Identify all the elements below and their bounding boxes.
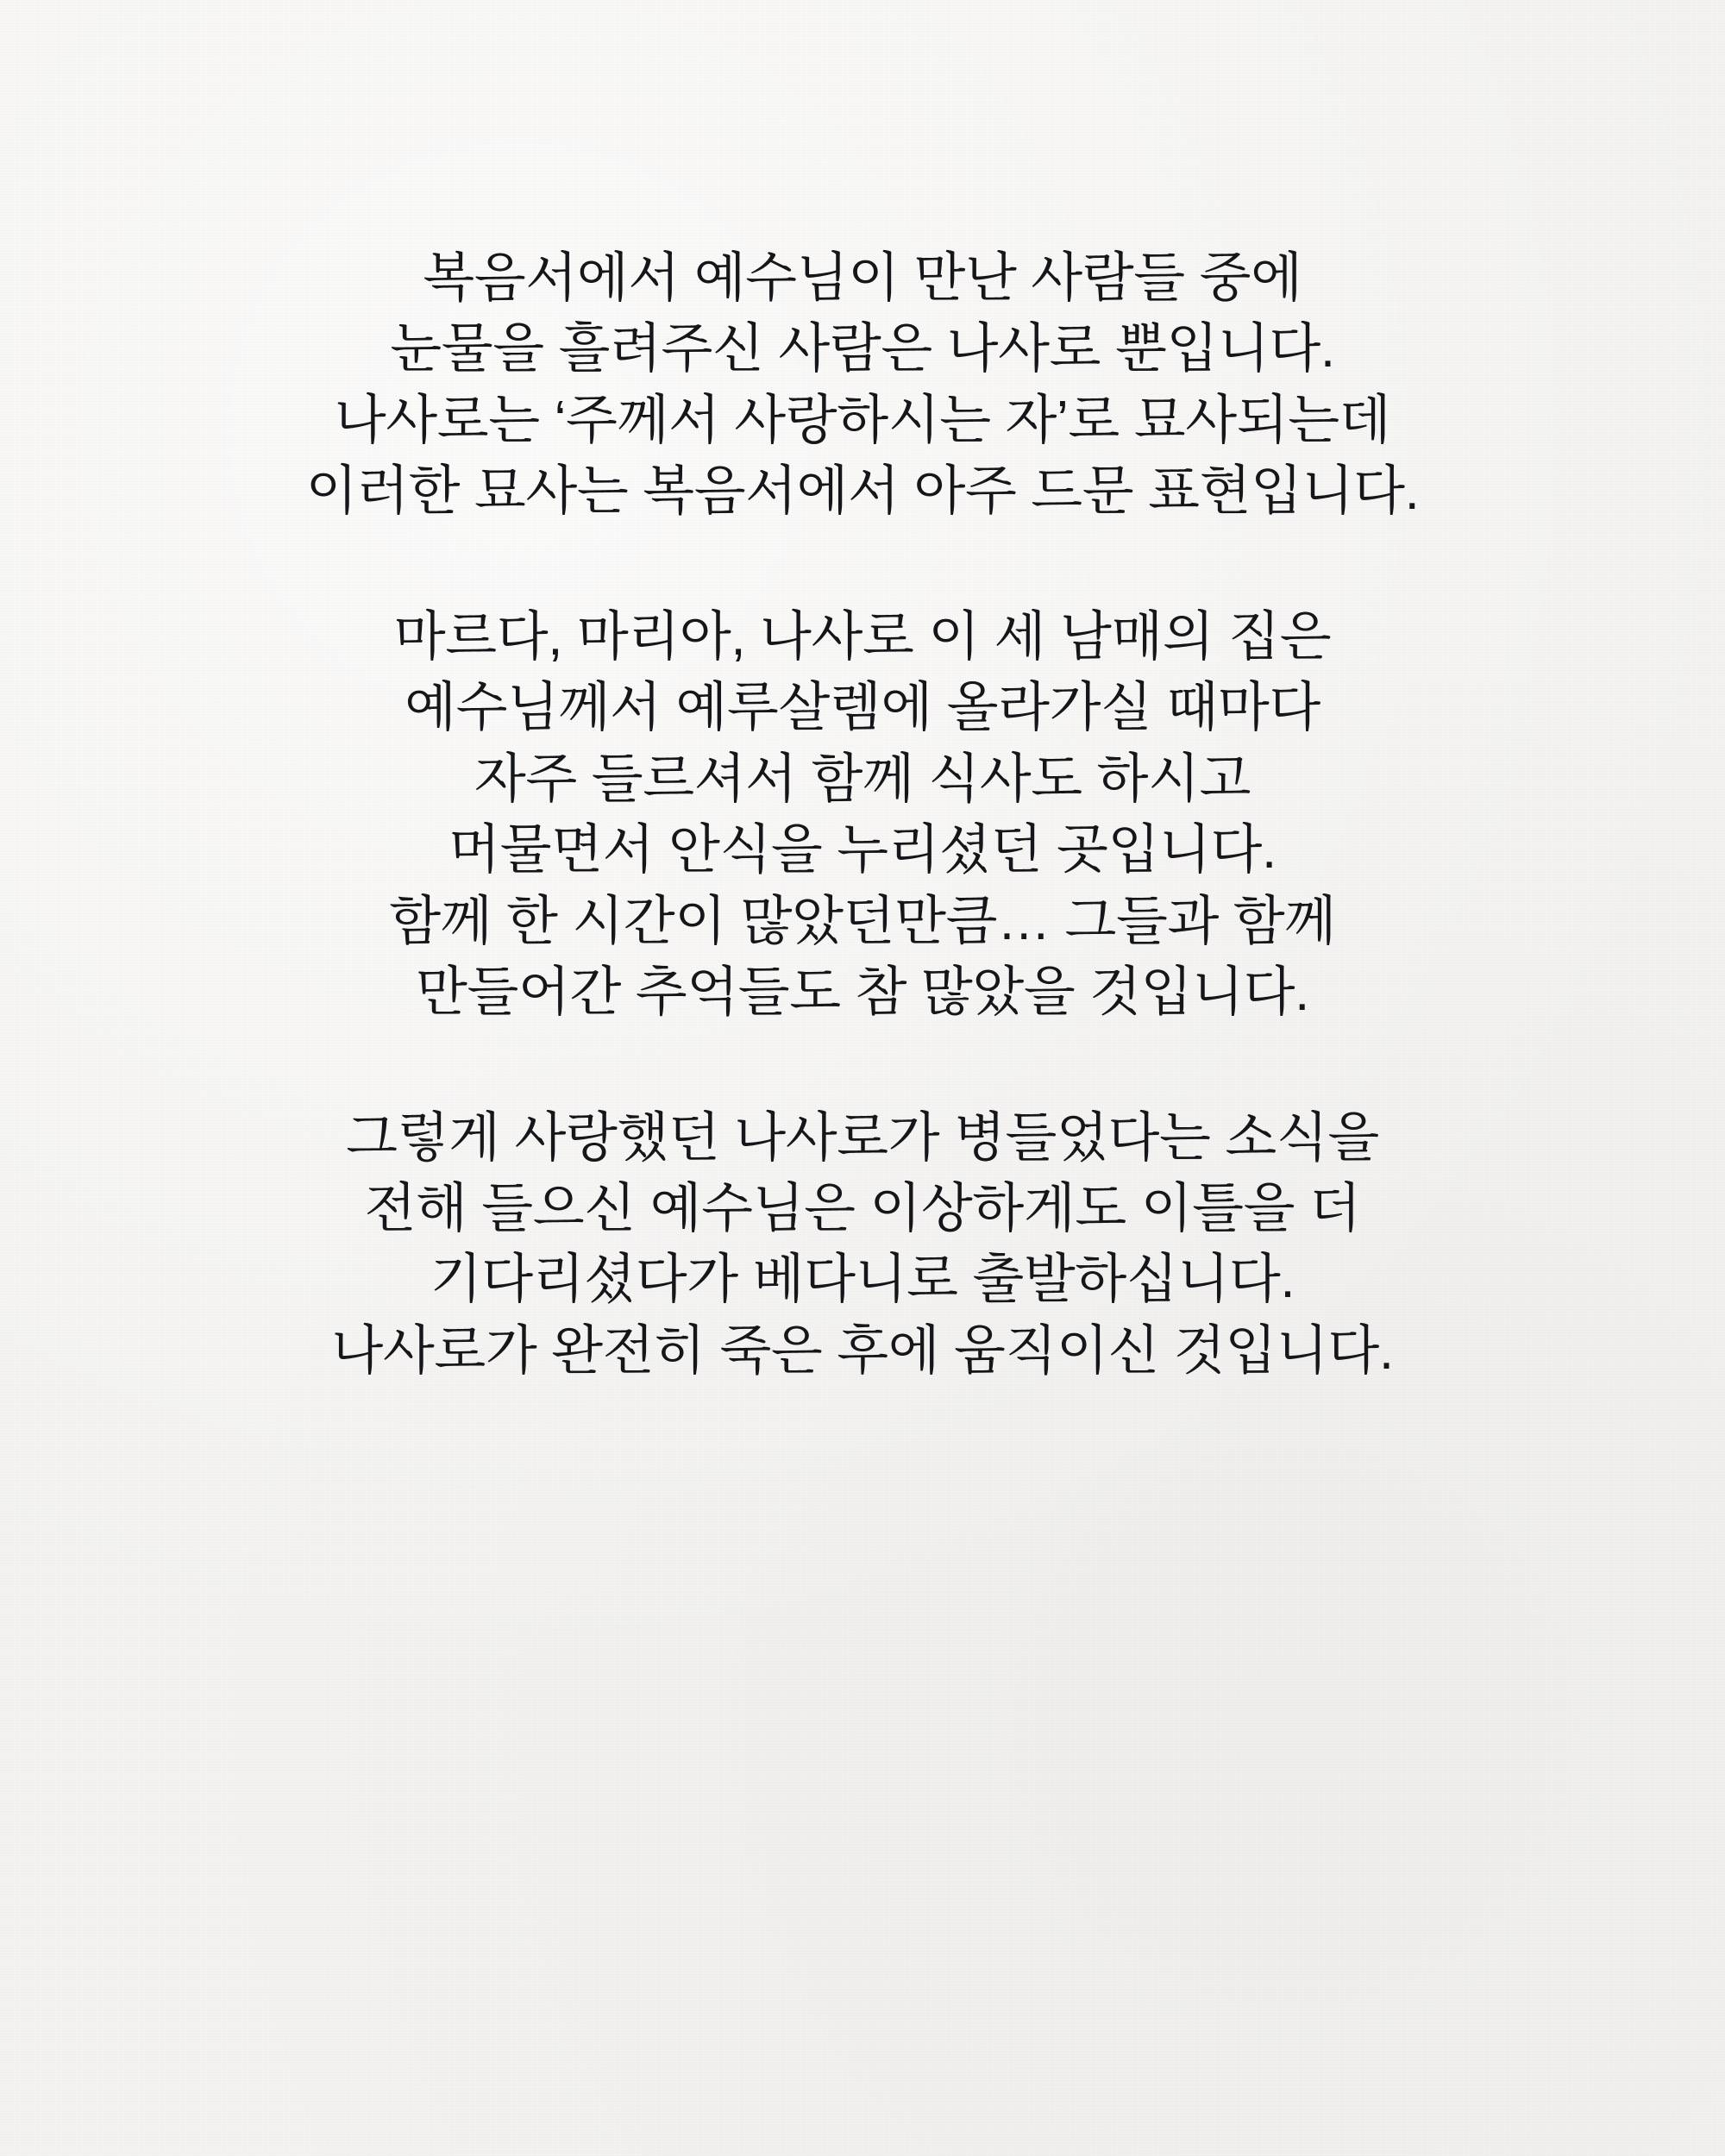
text-line: 자주 들르셔서 함께 식사도 하시고 bbox=[474, 749, 1251, 809]
text-line: 나사로가 완전히 죽은 후에 움직이신 것입니다. bbox=[331, 1320, 1394, 1381]
text-line: 함께 한 시간이 많았던만큼… 그들과 함께 bbox=[389, 891, 1336, 951]
text-line: 전해 들으신 예수님은 이상하게도 이틀을 더 bbox=[364, 1178, 1361, 1238]
text-line: 복음서에서 예수님이 만난 사람들 중에 bbox=[423, 248, 1302, 308]
text-line: 그렇게 사랑했던 나사로가 병들었다는 소식을 bbox=[346, 1107, 1379, 1168]
text-line: 마르다, 마리아, 나사로 이 세 남매의 집은 bbox=[393, 606, 1332, 667]
paragraph-3 bbox=[147, 1103, 1578, 1388]
text-line: 이러한 묘사는 복음서에서 아주 드문 표현입니다. bbox=[305, 461, 1420, 522]
text-line: 나사로는 ‘주께서 사랑하시는 자’로 묘사되는데 bbox=[334, 390, 1391, 450]
document-text-block bbox=[147, 243, 1578, 1387]
paragraph-2 bbox=[147, 602, 1578, 1029]
text-line: 예수님께서 예루살렘에 올라가실 때마다 bbox=[405, 678, 1320, 738]
text-line: 만들어간 추억들도 참 많았을 것입니다. bbox=[415, 962, 1309, 1023]
text-line: 머물면서 안식을 누리셨던 곳입니다. bbox=[448, 820, 1276, 881]
paragraph-1 bbox=[147, 243, 1578, 528]
text-line: 눈물을 흘려주신 사람은 나사로 뿐입니다. bbox=[390, 319, 1335, 379]
text-line: 기다리셨다가 베다니로 출발하십니다. bbox=[430, 1250, 1295, 1310]
